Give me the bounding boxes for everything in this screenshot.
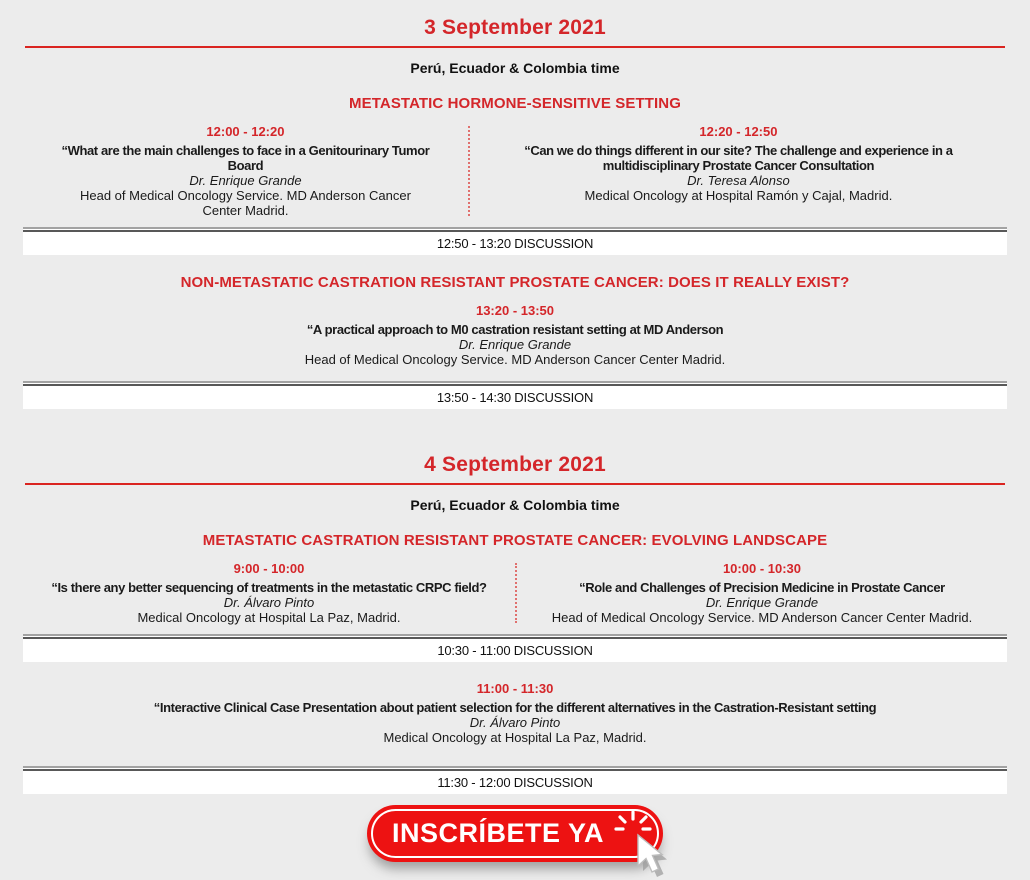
speaker-name: Dr. Álvaro Pinto (223, 595, 315, 610)
red-divider-rule (25, 483, 1005, 485)
day-2-timezone-label: Perú, Ecuador & Colombia time (410, 497, 620, 513)
day-1-section-2-title: NON-METASTATIC CASTRATION RESISTANT PROSTATE CANCER: DOES IT REALLY EXIST? (180, 274, 850, 291)
day-1-date-heading: 3 September 2021 (424, 16, 606, 39)
session-card (23, 681, 1007, 745)
session-time: 10:00 - 10:30 (722, 561, 802, 576)
speaker-affiliation: Head of Medical Oncology Service. MD Anderson Cancer Center Madrid. (551, 610, 973, 625)
session-time: 13:20 - 13:50 (475, 303, 555, 318)
speaker-name: Dr. Enrique Grande (189, 173, 302, 188)
speaker-affiliation: Medical Oncology at Hospital La Paz, Madrid. (383, 730, 647, 745)
session-title: “Role and Challenges of Precision Medicine in Prostate Cancer (579, 580, 945, 595)
day-2-date-heading: 4 September 2021 (424, 453, 606, 476)
speaker-affiliation: Head of Medical Oncology Service. MD Anderson Cancer Center Madrid. (304, 352, 726, 367)
session-card (23, 561, 515, 625)
day-2-block (0, 453, 1030, 794)
speaker-name: Dr. Teresa Alonso (687, 173, 790, 188)
session-title: “Interactive Clinical Case Presentation about patient selection for the different alternatives in the Castration-Resistant setting (153, 700, 877, 715)
session-time: 12:00 - 12:20 (206, 124, 285, 139)
discussion-label: 12:50 - 13:20 DISCUSSION (23, 230, 1007, 255)
discussion-bar (23, 634, 1007, 662)
session-card (470, 124, 1007, 218)
register-button-label: INSCRÍBETE YA (371, 809, 659, 858)
speaker-name: Dr. Álvaro Pinto (469, 715, 561, 730)
day-2-sessions-row (23, 561, 1007, 625)
discussion-label: 11:30 - 12:00 DISCUSSION (23, 769, 1007, 794)
register-button[interactable] (367, 805, 663, 862)
speaker-name: Dr. Enrique Grande (705, 595, 819, 610)
day-1-sessions-row (23, 124, 1007, 218)
discussion-label: 10:30 - 11:00 DISCUSSION (23, 637, 1007, 662)
session-time: 12:20 - 12:50 (699, 124, 778, 139)
session-time: 9:00 - 10:00 (233, 561, 305, 576)
session-title: “A practical approach to M0 castration resistant setting at MD Anderson (306, 322, 724, 337)
speaker-affiliation: Medical Oncology at Hospital Ramón y Cajal, Madrid. (584, 188, 893, 203)
day-2-section-1-title: METASTATIC CASTRATION RESISTANT PROSTATE CANCER: EVOLVING LANDSCAPE (202, 532, 828, 549)
session-title: “What are the main challenges to face in a Genitourinary Tumor Board (61, 143, 430, 173)
speaker-affiliation: Medical Oncology at Hospital La Paz, Madrid. (137, 610, 401, 625)
discussion-bar (23, 381, 1007, 409)
red-divider-rule (25, 46, 1005, 48)
speaker-affiliation: Head of Medical Oncology Service. MD Anderson Cancer Center Madrid. (79, 188, 411, 218)
day-1-section-1-title: METASTATIC HORMONE-SENSITIVE SETTING (349, 95, 681, 112)
session-time: 11:00 - 11:30 (476, 681, 554, 696)
day-1-block (0, 16, 1030, 409)
discussion-label: 13:50 - 14:30 DISCUSSION (23, 384, 1007, 409)
session-card (23, 303, 1007, 367)
session-title: “Can we do things different in our site? The challenge and experience in a multidisciplinary Prostate Cancer Consultation (524, 143, 953, 173)
session-title: “Is there any better sequencing of treatments in the metastatic CRPC field? (51, 580, 487, 595)
speaker-name: Dr. Enrique Grande (458, 337, 572, 352)
discussion-bar (23, 766, 1007, 794)
day-1-timezone-label: Perú, Ecuador & Colombia time (410, 60, 620, 76)
session-card (23, 124, 468, 218)
session-card (517, 561, 1007, 625)
cta-row (0, 805, 1030, 862)
discussion-bar (23, 227, 1007, 255)
